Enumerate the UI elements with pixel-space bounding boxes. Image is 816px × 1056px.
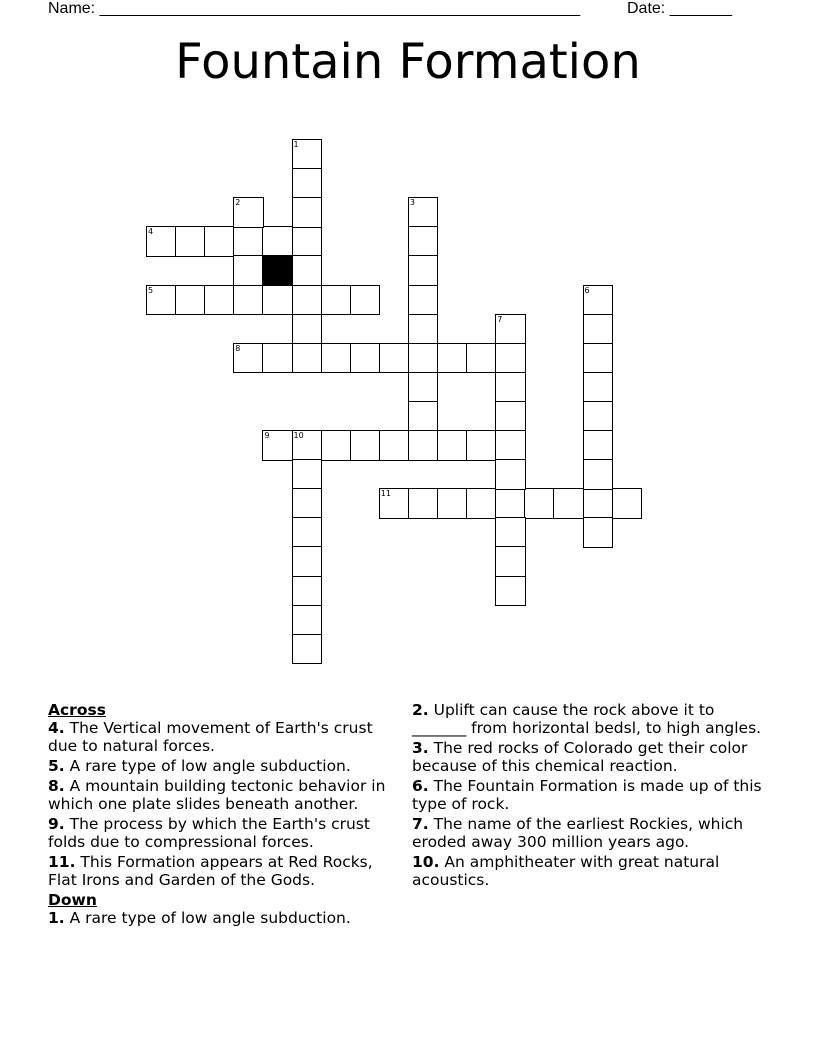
grid-cell[interactable] [583, 401, 614, 432]
clue-number: 4. [48, 719, 65, 737]
grid-cell-number: 6 [584, 285, 590, 295]
down-clue-list-continued [412, 701, 772, 889]
grid-cell-number: 8 [235, 343, 241, 353]
grid-cell[interactable] [583, 343, 614, 374]
grid-cell[interactable] [379, 430, 410, 461]
grid-cell-number: 9 [264, 431, 270, 440]
grid-cell-number: 7 [497, 314, 503, 324]
grid-cell[interactable] [495, 343, 526, 374]
clue-number: 7. [412, 815, 429, 833]
grid-cell-number: 4 [148, 227, 154, 237]
grid-cell[interactable] [437, 488, 468, 519]
clue-item [48, 815, 400, 851]
grid-cell[interactable] [146, 226, 177, 257]
grid-cell[interactable] [495, 314, 526, 345]
clue-number: 8. [48, 777, 65, 795]
date-field[interactable]: Date: _______ [627, 0, 732, 17]
grid-cell[interactable] [408, 343, 439, 374]
grid-cell[interactable] [408, 255, 439, 286]
clue-text: Uplift can cause the rock above it to _______ from horizontal bedsl, to high angles. [412, 701, 762, 737]
clues-right-column [412, 701, 772, 891]
grid-cell[interactable] [408, 226, 439, 257]
grid-cell[interactable] [292, 488, 323, 519]
grid-cell[interactable] [233, 343, 264, 374]
grid-cell[interactable] [495, 372, 526, 403]
clue-text: The process by which the Earth's crust folds due to compressional forces. [48, 815, 370, 851]
clue-text: The red rocks of Colorado get their color because of this chemical reaction. [412, 739, 748, 775]
clue-text: This Formation appears at Red Rocks, Flat Irons and Garden of the Gods. [48, 853, 373, 889]
clue-text: An amphitheater with great natural acoustics. [412, 853, 720, 889]
clue-number: 3. [412, 739, 429, 757]
clue-text: A rare type of low angle subduction. [69, 757, 351, 775]
clue-text: A mountain building tectonic behavior in which one plate slides beneath another. [48, 777, 386, 813]
grid-cell[interactable] [524, 488, 555, 519]
grid-cell[interactable] [233, 197, 264, 228]
grid-cell[interactable] [321, 343, 352, 374]
grid-cell[interactable] [321, 285, 352, 316]
grid-cell[interactable] [292, 168, 323, 199]
clue-item [412, 777, 772, 813]
clue-item [48, 909, 400, 927]
grid-cell-number: 10 [293, 431, 304, 440]
grid-cell[interactable] [350, 343, 381, 374]
grid-cell[interactable] [146, 285, 177, 316]
grid-cell[interactable] [292, 197, 323, 228]
grid-cell[interactable] [583, 459, 614, 490]
grid-cell[interactable] [466, 488, 497, 519]
grid-cell[interactable] [262, 285, 293, 316]
clue-number: 1. [48, 909, 65, 927]
clue-item [412, 739, 772, 775]
grid-cell[interactable] [408, 401, 439, 432]
grid-cell[interactable] [583, 488, 614, 519]
grid-cell[interactable] [292, 255, 323, 286]
clue-text: A rare type of low angle subduction. [69, 909, 351, 927]
grid-cell[interactable] [292, 226, 323, 257]
grid-cell[interactable] [495, 401, 526, 432]
grid-cell[interactable] [262, 226, 293, 257]
grid-cell[interactable] [350, 285, 381, 316]
grid-cell[interactable] [379, 488, 410, 519]
clue-item [48, 777, 400, 813]
grid-cell[interactable] [292, 285, 323, 316]
grid-cell[interactable] [292, 546, 323, 577]
grid-cell[interactable] [379, 343, 410, 374]
grid-cell[interactable] [466, 430, 497, 461]
grid-cell[interactable] [233, 285, 264, 316]
clue-number: 6. [412, 777, 429, 795]
page-title: Fountain Formation [175, 34, 641, 90]
grid-cell[interactable] [262, 430, 293, 461]
grid-cell[interactable] [583, 372, 614, 403]
grid-cell[interactable] [292, 139, 323, 170]
grid-cell[interactable] [583, 517, 614, 548]
grid-cell-number: 2 [235, 198, 241, 208]
grid-cell[interactable] [292, 605, 323, 636]
grid-cell[interactable] [408, 285, 439, 316]
grid-cell[interactable] [262, 343, 293, 374]
grid-cell-number: 1 [293, 140, 299, 149]
grid-cell[interactable] [495, 546, 526, 577]
clue-item [412, 815, 772, 851]
clues-left-column [48, 701, 400, 929]
grid-cell[interactable] [292, 634, 323, 665]
across-clue-list [48, 719, 400, 889]
clue-text: The Vertical movement of Earth's crust due to natural forces. [48, 719, 373, 755]
grid-cell[interactable] [437, 343, 468, 374]
grid-cell[interactable] [495, 459, 526, 490]
grid-cell[interactable] [583, 430, 614, 461]
clue-item [48, 719, 400, 755]
grid-cell-number: 11 [380, 489, 391, 499]
grid-cell[interactable] [495, 430, 526, 461]
grid-block [262, 255, 293, 286]
grid-cell[interactable] [204, 285, 235, 316]
grid-cell[interactable] [204, 226, 235, 257]
grid-cell[interactable] [553, 488, 584, 519]
grid-cell[interactable] [495, 576, 526, 607]
grid-cell[interactable] [466, 343, 497, 374]
clue-number: 9. [48, 815, 65, 833]
clue-number: 10. [412, 853, 440, 871]
grid-cell[interactable] [408, 197, 439, 228]
down-clue-list [48, 909, 400, 927]
grid-cell[interactable] [233, 226, 264, 257]
clue-item [412, 853, 772, 889]
grid-cell[interactable] [292, 459, 323, 490]
clue-item [412, 701, 772, 737]
clue-text: The name of the earliest Rockies, which eroded away 300 million years ago. [412, 815, 744, 851]
name-field[interactable]: Name: ______________________________________________________ [48, 0, 581, 17]
grid-cell[interactable] [437, 430, 468, 461]
grid-cell[interactable] [495, 488, 526, 519]
clue-item [48, 757, 400, 775]
clue-number: 5. [48, 757, 65, 775]
clue-number: 2. [412, 701, 429, 719]
grid-cell[interactable] [292, 576, 323, 607]
across-heading: Across [48, 701, 106, 719]
grid-cell[interactable] [408, 314, 439, 345]
clue-number: 11. [48, 853, 76, 871]
grid-cell[interactable] [321, 430, 352, 461]
grid-cell[interactable] [292, 314, 323, 345]
grid-cell[interactable] [292, 343, 323, 374]
clue-item [48, 853, 400, 889]
grid-cell[interactable] [233, 255, 264, 286]
grid-cell[interactable] [408, 430, 439, 461]
grid-cell[interactable] [612, 488, 643, 519]
grid-cell[interactable] [292, 517, 323, 548]
grid-cell[interactable] [583, 314, 614, 345]
grid-cell[interactable] [350, 430, 381, 461]
down-heading: Down [48, 891, 97, 909]
grid-cell[interactable] [408, 372, 439, 403]
grid-cell[interactable] [175, 285, 206, 316]
clue-text: The Fountain Formation is made up of this type of rock. [412, 777, 762, 813]
grid-cell[interactable] [408, 488, 439, 519]
grid-cell[interactable] [583, 285, 614, 316]
grid-cell[interactable] [495, 517, 526, 548]
grid-cell-number: 5 [148, 285, 154, 295]
grid-cell[interactable] [292, 430, 323, 461]
grid-cell[interactable] [175, 226, 206, 257]
grid-cell-number: 3 [409, 198, 415, 208]
